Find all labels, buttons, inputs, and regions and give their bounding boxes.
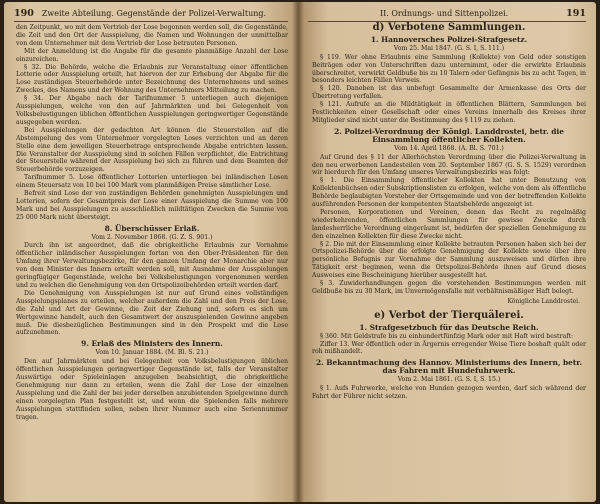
section-title: 9. Erlaß des Ministers des Innern.	[81, 339, 223, 349]
section-title: 8. Überschüsser Erlaß.	[104, 223, 200, 233]
paragraph: Tarifnummer 5. Lose öffentlicher Lotterien unterliegen bei inländischen Losen einem Steuersatz von 10 bei 100 Mark vom planmäßigen Preise sämtlicher Lose.	[16, 174, 288, 190]
paragraph: Bei Ausspielungen der gedachten Art können die Steuerstellen auf die Abstempelung des vom Unternehmer vorgelegten Loses verzichten und an deren Stelle eine dem jeweiligen Steuerbetrage entsprechende Abgabe entrichten lassen. Die Veranstalter der Ausspielung sind in solchen Fällen verpflichtet, die Entrichtung der Steuerstelle während der Ausspielung bei sich zu führen und dem Beamten der Steuerbehörde vorzuzeigen.	[16, 126, 288, 174]
left-running-title: Zweite Abteilung. Gegenstände der Polizei-Verwaltung.	[41, 9, 267, 18]
section-date: Vom 14. April 1868. (A. Bl. S. 701.)	[394, 144, 504, 152]
paragraph: § 3. Zuwiderhandlungen gegen die vorstehenden Bestimmungen werden mit Geldbuße bis zu 30 Mark, im Unvermögensfalle mit verhältnismäßiger Haft belegt.	[312, 280, 586, 295]
paragraph: § 2. Die mit der Einsammlung einer Kollekte betrauten Personen haben sich bei der Ortspolizei-Behörde über die erfolgte Genehmigung der Kollekte sowie über ihre persönliche Befugnis zur Vornahme der Sammlung auszuweisen und dürfen ihre Tätigkeit erst beginnen, wenn die Ortspolizei-Behörde ihnen auf Grund dieses Ausweises eine Bescheinigung hierüber ausgestellt hat.	[312, 240, 586, 280]
right-running-head	[308, 8, 586, 22]
paragraph: Die Genehmigung von Ausspielungen ist nur auf Grund eines vollständigen Ausspielungsplanes zu erteilen, welcher außerdem die Zahl und den Preis der Lose, die Zahl und Art der Gewinne, die Zeit der Ziehung und, sofern es sich um Wertgewinne handelt, auch den Gesamtwert der auszuspielenden Gewinne angeben muß. Die diesbezüglichen Bestimmungen sind in den Prospekt und die Lose aufzunehmen.	[16, 289, 288, 337]
paragraph: § 119. Wer ohne Erlaubnis eine Sammlung (Kollekte) von Geld oder sonstigen Beiträgen oder von Unterschriften dazu unternimmt, oder die erwirkte Erlaubnis überschreitet, verwirkt Geldbuße bis zu 10 Talern oder Gefängnis bis zu acht Tagen, in besonders leichten Fällen Verweis.	[312, 53, 586, 85]
section-title: 1. Hannoversches Polizei-Strafgesetz.	[370, 34, 528, 44]
paragraph: § 32. Die Behörde, welche die Erlaubnis zur Veranstaltung einer öffentlichen Lotterie oder Ausspielung erteilt, hat hiervon der zur Erhebung der Abgabe für die Lose zuständigen Steuerbehörde unter Bezeichnung des Unternehmens und seines Zweckes, des Namens und der Wohnung des Unternehmers Mitteilung zu machen.	[16, 63, 288, 95]
paragraph: § 121. Aufrufe an die Mildtätigkeit in öffentlichen Blättern, Sammlungen bei Festlichkeiten einer Gesellschaft oder eines Vereins innerhalb des Kreises ihrer Mitglieder sind nicht unter die Bestimmung des § 119 zu ziehen.	[312, 101, 586, 124]
paragraph: Ziffer 13. Wer öffentlich oder in Ärgernis erregender Weise Tiere boshaft quält oder roh mißhandelt.	[312, 340, 586, 356]
left-page-number: 190	[14, 8, 34, 19]
left-running-head	[14, 8, 288, 22]
paragraph: § 1. Aufs Fuhrwerke, welche von Hunden gezogen werden, darf sich während der Fahrt der Führer nicht setzen.	[312, 385, 586, 400]
section-date: Vom 2. Mai 1861. (G. S. I, S. 15.)	[397, 376, 501, 384]
book-gutter	[292, 2, 304, 502]
right-page	[298, 2, 596, 502]
paragraph: § 34. Der Abgabe nach der Tarifnummer 5 unterliegen auch diejenigen Ausspielungen, welche von den auf Jahrmärkten und bei Gelegenheit von Volksbelustigungen üblichen öffentlichen Ausspielungen geringwertiger Gegenstände ausgegeben werden.	[16, 95, 288, 126]
left-page	[4, 2, 298, 502]
paragraph: Mit der Anmeldung ist die Angabe für die gesamte planmäßige Anzahl der Lose einzureichen.	[16, 47, 288, 63]
section-title: 1. Strafgesetzbuch für das Deutsche Reich.	[359, 322, 539, 332]
section-title: 2. Polizei-Verordnung der Königl. Landdrostei, betr. die Einsammlung öffentlicher Kollekten.	[334, 126, 564, 144]
major-heading: e) Verbot der Tierquälerei.	[374, 309, 524, 321]
section-date: Vom 10. Januar 1884. (M. Bl. S. 21.)	[95, 349, 209, 357]
major-heading: d) Verbotene Sammlungen.	[372, 22, 526, 33]
paragraph: § 120. Daneben ist das unbefugt Gesammelte der Armenkasse des Orts der Übertretung verfallen.	[312, 85, 586, 101]
signature-line: Königliche Landdrostei.	[507, 297, 580, 305]
section-date: Vom 2. November 1868. (G. Z. S. 901.)	[91, 233, 213, 241]
section-title: 2. Bekanntmachung des Hannov. Ministeriums des Innern, betr. das Fahren mit Hundefuhrwerk.	[315, 358, 583, 376]
paragraph: § 360. Mit Geldstrafe bis zu einhundertfünfzig Mark oder mit Haft wird bestraft:	[320, 332, 574, 340]
right-page-number: 191	[566, 8, 586, 19]
right-page-body	[312, 24, 586, 498]
paragraph: den Zeitpunkt, wo mit dem Vertrieb der Lose begonnen werden soll, die Gegenstände, die Zeit und den Ort der Ausspielung, die Namen und Wohnungen der unmittelbar von dem Unternehmer mit dem Vertrieb der Lose betrauten Personen.	[16, 24, 288, 47]
paragraph: § 1. Die Einsammlung öffentlicher Kollekten hat unter Benutzung von Kollektenbüchsen oder Subskriptionslisten zu erfolgen, welche von dem als öffentliche Behörde beglaubigten Vorsteher der Ortsgemeinde und von der betreffenden Kollekte ausführenden Personen der kompetenten Staatsbehörde angezeigt ist.	[312, 177, 586, 209]
paragraph: Durch ihn ist angeordnet, daß die obrigkeitliche Erlaubnis zur Vornahme öffentlicher inländischer Ausspielungen fortan von den Ober-Präsidenten für den Umfang ihrer Verwaltungsbezirke, für den ganzen Umfang der Monarchie aber nur von dem Minister des Innern erteilt werden soll, mit Ausnahme der Ausspielungen geringfügiger Gegenstände, welche bei Volksbelustigungen vorgenommen werden und zu welchen die Genehmigung von den Ortspolizeibehörden erteilt werden darf.	[16, 242, 288, 289]
paragraph: Den auf Jahrmärkten und bei Gelegenheit von Volksbelustigungen üblichen öffentlichen Ausspielungen geringwertiger Gegenstände ist, falls der Veranstalter Auswärtige oder Spieleinlagen anzugeben beabsichtigt, die obrigkeitliche Genehmigung nur dann zu erteilen, wenn die Zahl der Lose der einzelnen Ausspielung und die Zahl der bei jeder derselben anzubietenden Spielgewinne durch einen vorgelegten Plan festgestellt ist, und wenn die Spielenden falls mehrere Ausspielungen stattfinden sollen, neben ihrer Nummer auch eine Seriennummer tragen.	[16, 358, 288, 421]
left-page-body	[16, 24, 288, 498]
section-date: Vom 25. Mai 1847. (G. S. I, S. 111.)	[393, 44, 505, 52]
paragraph: Personen, Korporationen und Vereinen, denen das Recht zu regelmäßig wiederkehrenden, öffentlichen Sammlungen für gewisse Zwecke durch landesherrliche Verordnung eingeräumt ist, bedürfen der speziellen Genehmigung zu den einzelnen Kollekten für diese Zwecke nicht.	[312, 208, 586, 240]
paragraph: Befreit sind Lose der von zuständigen Behörden genehmigten Ausspielungen und Lotterien, sofern der Gesamtpreis der Lose einer Ausspielung die Summe von 100 Mark und bei Ausspielungen zu ausschließlich mildtätigen Zwecken die Summe von 25 000 Mark nicht übersteigt.	[16, 190, 288, 221]
paragraph: Auf Grund des § 11 der Allerhöchsten Verordnung über die Polizei-Verwaltung in den neu erworbenen Landesteilen vom 20. September 1867 (G. S. S. 1529) verordnen wir hierdurch für den Umfang unseres Verwaltungsbezirks was folgt:	[312, 153, 586, 177]
right-running-title: II. Ordnungs- und Sittenpolizei.	[379, 9, 509, 18]
